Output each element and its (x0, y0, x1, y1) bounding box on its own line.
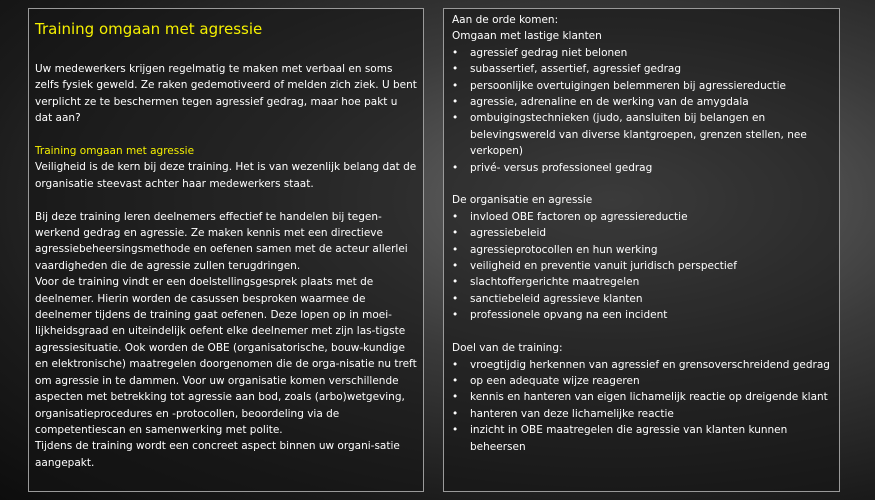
list-item: • kennis en hanteren van eigen lichamelijk reactie op dreigende klant (452, 389, 831, 405)
list-item: • professionele opvang na een incident (452, 307, 831, 323)
body-paragraph-1: Bij deze training leren deelnemers effectief te handelen bij tegen-werkend gedrag en agressie. Ze maken kennis met een directieve agressiebeheersingsmethode en oefenen samen met de acteur allerlei vaardigheden die de agressie zullen terugdringen. (35, 210, 408, 272)
list-item: • invloed OBE factoren op agressiereductie (452, 209, 831, 225)
list-item: • inzicht in OBE maatregelen die agressie van klanten kunnen beheersen (452, 422, 831, 455)
page-title: Training omgaan met agressie (35, 20, 263, 38)
body-paragraph-2: Voor de training vindt er een doelstellingsgesprek plaats met de deelnemer. Hierin worden de casussen besproken waarmee de deelnemer tijdens de training gaat oefenen. Deze lopen op in moei-lijkheidsgraad en uiteindelijk oefent elke deelnemer met zijn las-tigste agressiesituatie. Ook worden de OBE (organisatorische, bouw-kundige en elektronische) maatregelen doorgenomen die de orga-nisatie nu treft om agressie in te dammen. Voor uw organisatie komen verschillende aspecten met betrekking tot agressie aan bod, zoals (arbo)wetgeving, organisatieprocedures en -protocollen, beoordeling via de competentiescan en samenwerking met polite. (35, 276, 417, 436)
topics-heading: Aan de orde komen: (452, 14, 559, 26)
list-item: • agressieprotocollen en hun werking (452, 242, 831, 258)
list-item: • persoonlijke overtuigingen belemmeren bij agressiereductie (452, 78, 831, 94)
list-item: • privé- versus professioneel gedrag (452, 160, 831, 176)
list-lastige-klanten (452, 45, 831, 176)
section-paragraph: Veiligheid is de kern bij deze training. Het is van wezenlijk belang dat de organisatie steevast achter haar medewerkers staat. (35, 161, 417, 190)
list2-heading: De organisatie en agressie (452, 194, 593, 207)
section-title: Training omgaan met agressie (35, 145, 195, 158)
intro-panel (28, 8, 424, 492)
list-doel (452, 357, 831, 455)
list1-heading: Omgaan met lastige klanten (452, 30, 602, 43)
list-item: • hanteren van deze lichamelijke reactie (452, 406, 831, 422)
topics-panel (443, 8, 840, 492)
body-paragraph-3: Tijdens de training wordt een concreet aspect binnen uw organi-satie aangepakt. (35, 440, 400, 469)
list-item: • agressiebeleid (452, 225, 831, 241)
list-item: • slachtoffergerichte maatregelen (452, 274, 831, 290)
list-item: • agressie, adrenaline en de werking van de amygdala (452, 94, 831, 110)
list-item: • sanctiebeleid agressieve klanten (452, 291, 831, 307)
list3-heading: Doel van de training: (452, 342, 563, 355)
list-item: • agressief gedrag niet belonen (452, 45, 831, 61)
list-item: • vroegtijdig herkennen van agressief en grensoverschreidend gedrag (452, 357, 831, 373)
list-organisatie (452, 209, 831, 324)
list-item: • subassertief, assertief, agressief gedrag (452, 61, 831, 77)
list-item: • veiligheid en preventie vanuit juridisch perspectief (452, 258, 831, 274)
list-item: • op een adequate wijze reageren (452, 373, 831, 389)
intro-paragraph: Uw medewerkers krijgen regelmatig te maken met verbaal en soms zelfs fysiek geweld. Ze raken gedemotiveerd of melden zich ziek. U bent verplicht ze te beschermen tegen agressief gedrag, maar hoe pakt u dat aan? (35, 63, 417, 125)
list-item: • ombuigingstechnieken (judo, aansluiten bij belangen en belevingswereld van diverse klantgroepen, grenzen stellen, nee verkopen) (452, 110, 831, 159)
